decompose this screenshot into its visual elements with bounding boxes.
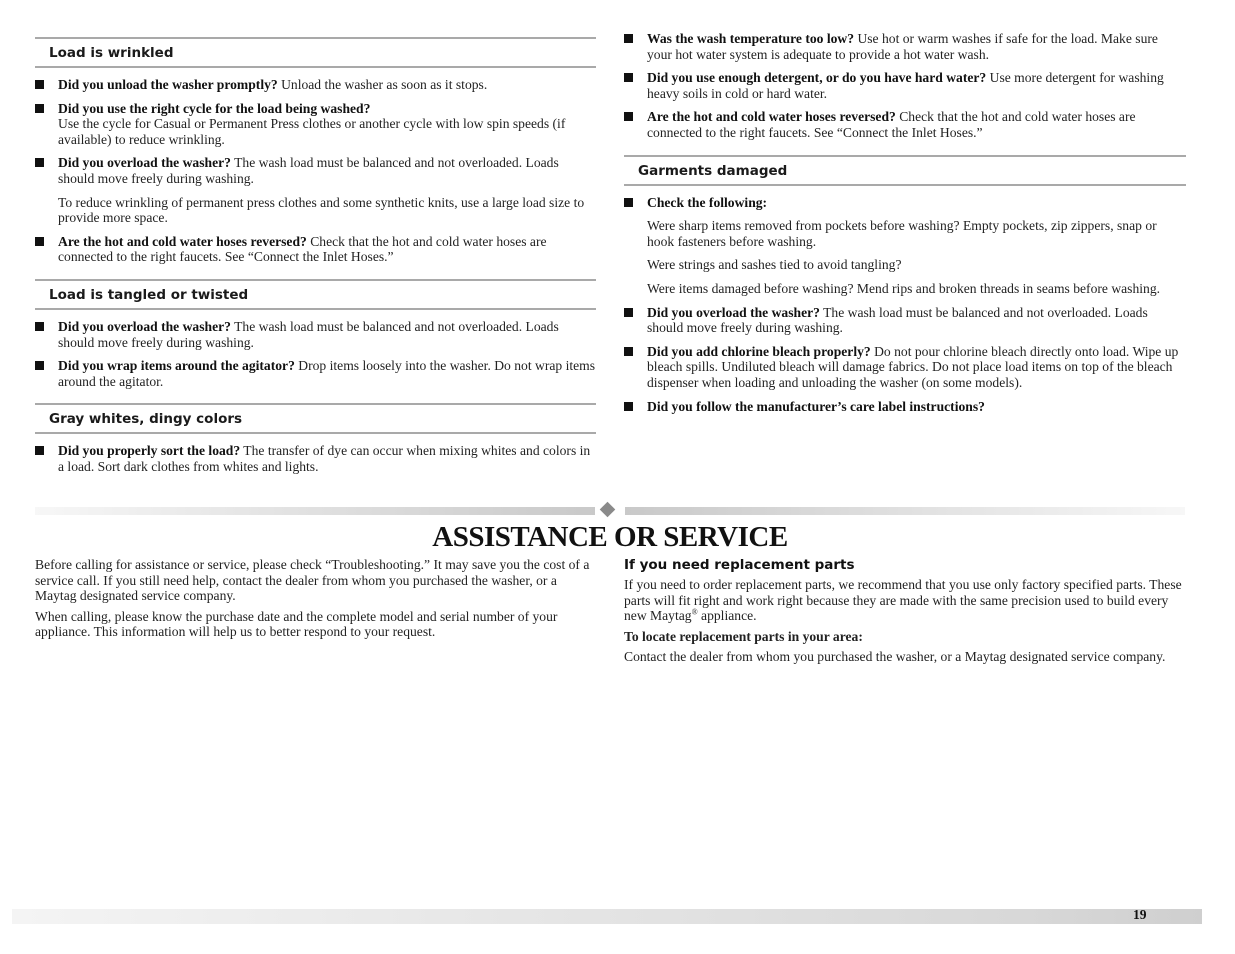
square-bullet-icon <box>35 104 44 113</box>
divider-bar-left <box>35 507 595 515</box>
square-bullet-icon <box>624 34 633 43</box>
extra-text: To reduce wrinkling of permanent press clothes and some synthetic knits, use a large load size to provide more space. <box>58 194 585 226</box>
list-item <box>35 234 596 265</box>
check-line: Were strings and sashes tied to avoid tangling? <box>647 257 902 273</box>
check-line: Were sharp items removed from pockets before washing? Empty pockets, zip zippers, snap or hook fasteners before washing. <box>647 218 1157 249</box>
list-item <box>624 31 1186 62</box>
diamond-icon <box>600 502 616 518</box>
parts-text-end: appliance. <box>697 608 757 624</box>
assistance-intro <box>35 557 595 645</box>
check-line: Were items damaged before washing? Mend rips and broken threads in seams before washing. <box>647 280 1161 296</box>
square-bullet-icon <box>35 361 44 370</box>
answer-text: Use more detergent for washing heavy soils in cold or hard water. <box>647 70 1164 101</box>
square-bullet-icon <box>624 402 633 411</box>
list-item <box>35 101 596 148</box>
locate-heading: To locate replacement parts in your area: <box>624 628 863 644</box>
answer-text: Use hot or warm washes if safe for the load. Make sure your hot water system is adequate to provide a hot water wash. <box>647 31 1158 62</box>
parts-text: If you need to order replacement parts, we recommend that you use only factory specified parts. These parts will fit right and work right because they are made with the same precision used to build every new Maytag <box>624 577 1182 624</box>
right-column <box>624 31 1186 422</box>
square-bullet-icon <box>35 80 44 89</box>
question-text: Did you overload the washer? <box>647 304 820 320</box>
question-text: Check the following: <box>647 194 768 210</box>
answer-text: The wash load must be balanced and not overloaded. Loads should move freely during washing. <box>58 318 559 350</box>
list-item <box>624 195 1186 297</box>
page-number: 19 <box>1133 907 1147 922</box>
footer-bar <box>12 909 1202 924</box>
square-bullet-icon <box>35 322 44 331</box>
list-item <box>624 305 1186 336</box>
answer-text: Check that the hot and cold water hoses are connected to the right faucets. See “Connect the Inlet Hoses.” <box>58 233 547 265</box>
replacement-parts <box>624 557 1186 670</box>
list-item <box>35 358 596 389</box>
list-item <box>624 70 1186 101</box>
square-bullet-icon <box>35 446 44 455</box>
answer-text: Drop items loosely into the washer. Do not wrap items around the agitator. <box>58 358 596 389</box>
paragraph: Before calling for assistance or service, please check “Troubleshooting.” It may save you the cost of a service call. If you still need help, contact the dealer from whom you purchased the washer, or a Maytag designated service company. <box>35 557 590 604</box>
question-text: Did you unload the washer promptly? <box>58 77 278 92</box>
square-bullet-icon <box>624 198 633 207</box>
page-title: ASSISTANCE OR SERVICE <box>432 521 788 553</box>
divider-bar-right <box>625 507 1185 515</box>
question-text: Did you use enough detergent, or do you have hard water? <box>647 70 987 86</box>
square-bullet-icon <box>624 112 633 121</box>
question-text: Did you overload the washer? <box>58 155 231 171</box>
registered-mark: ® <box>691 607 698 617</box>
section-heading-load-tangled: Load is tangled or twisted <box>35 279 596 310</box>
answer-text: Unload the washer as soon as it stops. <box>277 77 488 92</box>
list-item <box>35 155 596 225</box>
question-text: Was the wash temperature too low? <box>647 31 855 46</box>
list-item <box>624 399 1186 415</box>
answer-text: The wash load must be balanced and not overloaded. Loads should move freely during washing. <box>647 304 1148 336</box>
question-text: Did you properly sort the load? <box>58 443 241 459</box>
question-text: Did you overload the washer? <box>58 318 231 334</box>
question-text: Did you add chlorine bleach properly? <box>647 343 871 359</box>
list-item <box>35 443 596 474</box>
square-bullet-icon <box>35 237 44 246</box>
square-bullet-icon <box>624 347 633 356</box>
question-text: Are the hot and cold water hoses reversed? <box>58 233 307 249</box>
question-text: Did you use the right cycle for the load being washed? <box>58 100 371 116</box>
square-bullet-icon <box>35 158 44 167</box>
answer-text: Use the cycle for Casual or Permanent Press clothes or another cycle with low spin speeds (if available) to reduce wrinkling. <box>58 116 566 147</box>
list-item <box>624 109 1186 140</box>
answer-text: Do not pour chlorine bleach directly onto load. Wipe up bleach spills. Undiluted bleach will damage fabrics. Do not place load items on top of the bleach dispenser when loading and unloading the washer (on some models). <box>647 343 1179 390</box>
section-heading-gray-whites: Gray whites, dingy colors <box>35 403 596 434</box>
question-text: Did you wrap items around the agitator? <box>58 358 295 374</box>
square-bullet-icon <box>624 73 633 82</box>
question-text: Are the hot and cold water hoses reversed? <box>647 109 896 125</box>
square-bullet-icon <box>624 308 633 317</box>
section-divider <box>35 505 1185 517</box>
answer-text: The transfer of dye can occur when mixing whites and colors in a load. Sort dark clothes from whites and lights. <box>58 443 591 474</box>
left-column <box>35 30 596 483</box>
list-item <box>624 344 1186 391</box>
parts-paragraph <box>624 577 1186 624</box>
paragraph: When calling, please know the purchase date and the complete model and serial number of your appliance. This information will help us to better respond to your request. <box>35 608 558 640</box>
answer-text: The wash load must be balanced and not overloaded. Loads should move freely during washing. <box>58 155 559 186</box>
answer-text: Check that the hot and cold water hoses are connected to the right faucets. See “Connect the Inlet Hoses.” <box>647 109 1136 140</box>
parts-heading: If you need replacement parts <box>624 557 855 573</box>
locate-paragraph: Contact the dealer from whom you purchased the washer, or a Maytag designated service company. <box>624 649 1166 665</box>
section-heading-garments-damaged: Garments damaged <box>624 155 1186 186</box>
question-text: Did you follow the manufacturer’s care label instructions? <box>647 398 985 414</box>
list-item <box>35 319 596 350</box>
section-heading-load-wrinkled: Load is wrinkled <box>35 37 596 68</box>
list-item <box>35 77 596 93</box>
